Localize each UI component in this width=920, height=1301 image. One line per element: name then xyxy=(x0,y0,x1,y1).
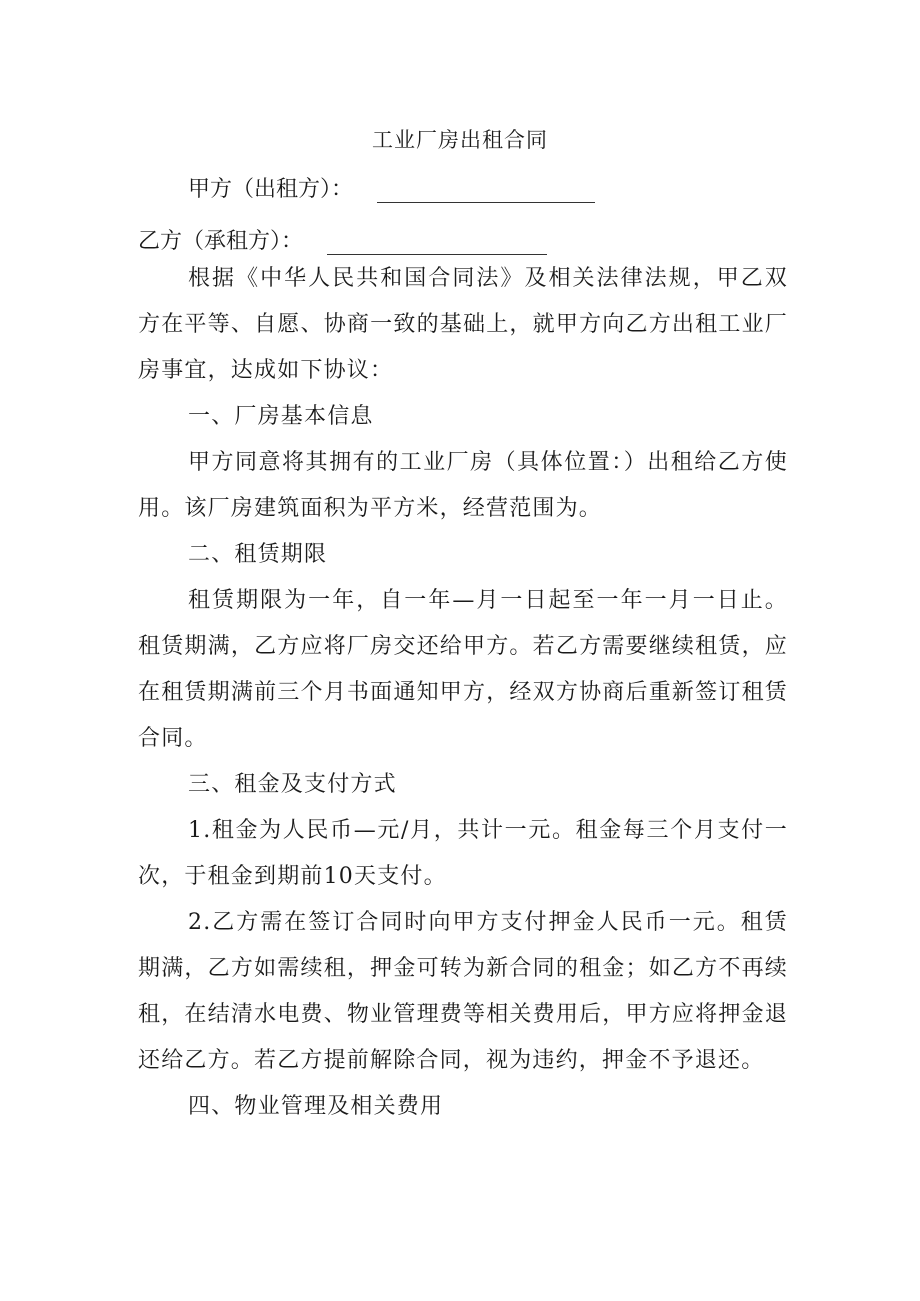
intro-paragraph: 根据《中华人民共和国合同法》及相关法律法规，甲乙双方在平等、自愿、协商一致的基础上，就甲方向乙方出租工业厂房事宜，达成如下协议： xyxy=(138,266,788,383)
section-heading-2: 二、租赁期限 xyxy=(188,542,328,567)
party-a-blank-line xyxy=(377,180,595,203)
party-b-label: 乙方（承租方）： xyxy=(138,229,304,254)
section-1-paragraph-1: 甲方同意将其拥有的工业厂房（具体位置：）出租给乙方使用。该厂房建筑面积为平方米，经营范围为。 xyxy=(138,450,788,521)
section-heading-1: 一、厂房基本信息 xyxy=(188,404,374,429)
party-b-field xyxy=(138,224,547,255)
section-3-paragraph-2: 2.乙方需在签订合同时向甲方支付押金人民币一元。租赁期满，乙方如需续租，押金可转为新合同的租金；如乙方不再续租，在结清水电费、物业管理费等相关费用后，甲方应将押金退还给乙方。若乙方提前解除合同，视为违约，押金不予退还。 xyxy=(138,910,788,1073)
party-a-label: 甲方（出租方）： xyxy=(188,177,354,202)
section-heading-4: 四、物业管理及相关费用 xyxy=(188,1094,444,1119)
document-title: 工业厂房出租合同 xyxy=(372,128,548,152)
section-3-paragraph-1: 1.租金为人民币—元/月，共计一元。租金每三个月支付一次，于租金到期前10天支付。 xyxy=(138,818,788,889)
party-a-field xyxy=(188,172,595,203)
contract-body xyxy=(138,256,788,1130)
section-heading-3: 三、租金及支付方式 xyxy=(188,772,397,797)
party-b-blank-line xyxy=(327,232,547,255)
section-2-paragraph-1: 租赁期限为一年，自一年—月一日起至一年一月一日止。租赁期满，乙方应将厂房交还给甲方。若乙方需要继续租赁，应在租赁期满前三个月书面通知甲方，经双方协商后重新签订租赁合同。 xyxy=(138,588,788,751)
